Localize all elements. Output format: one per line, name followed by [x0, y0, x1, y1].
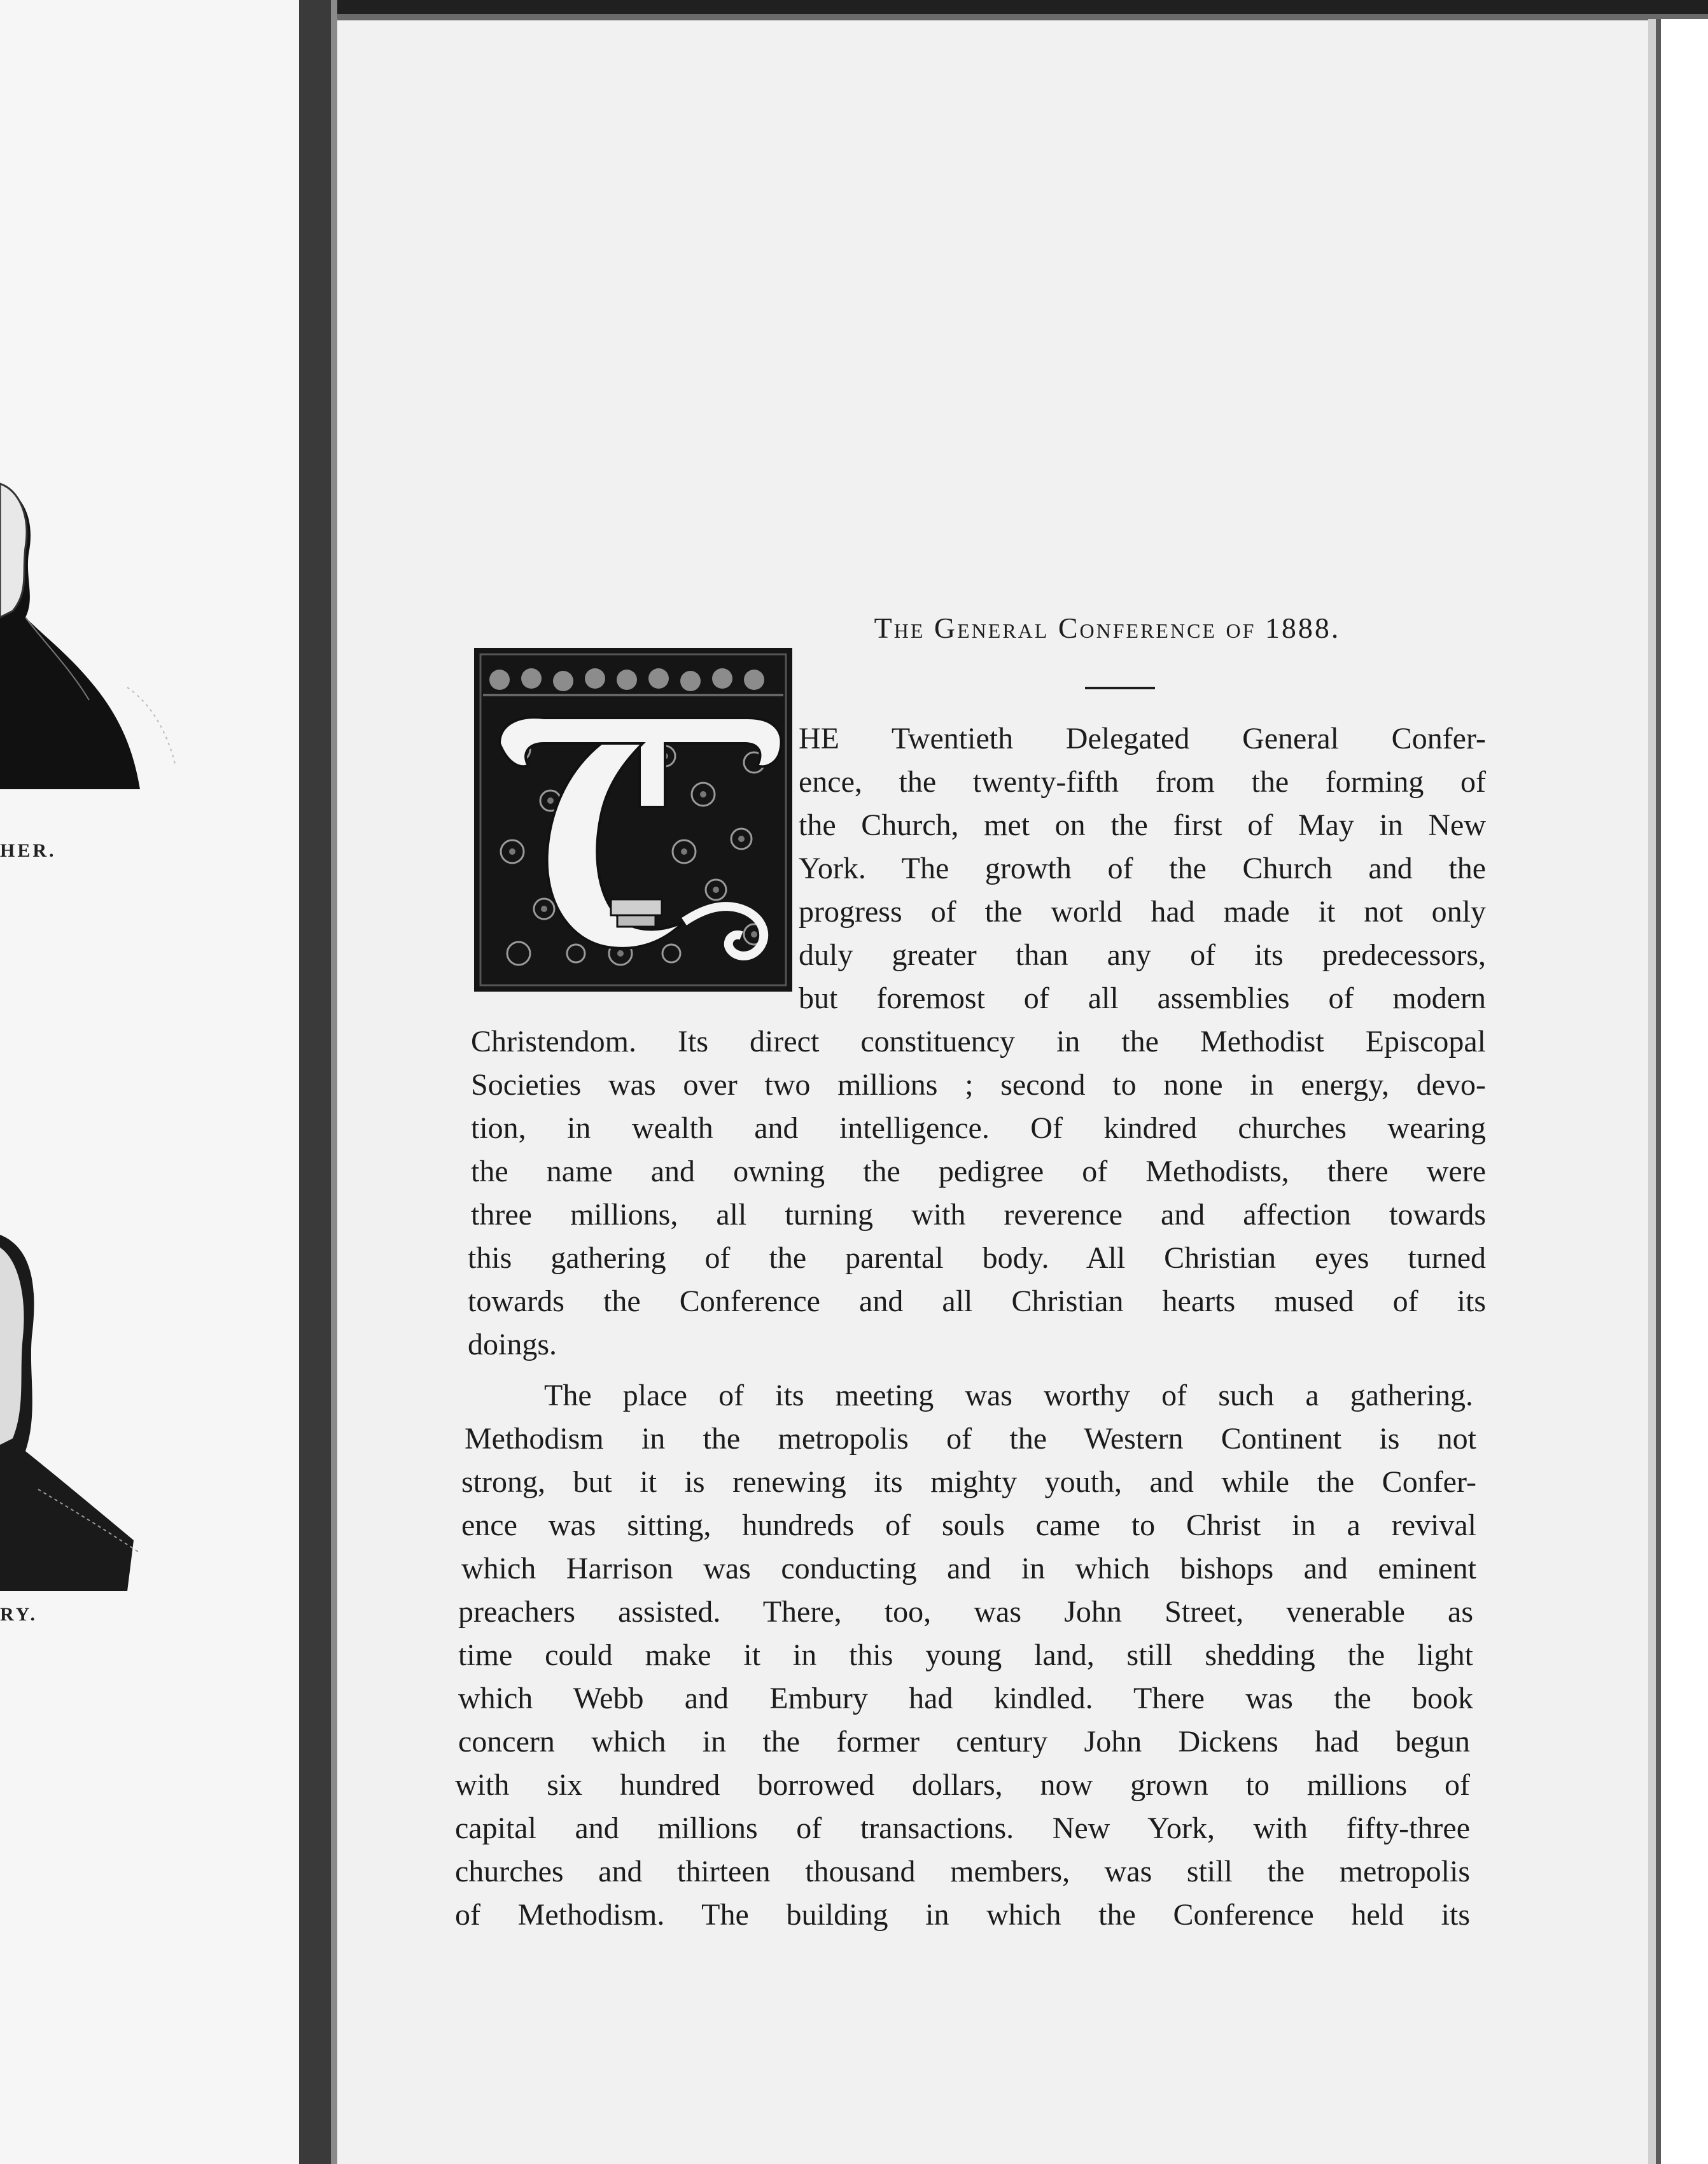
text-line-6: duly greater than any of its predecessors, — [799, 938, 1486, 972]
portrait-engraving-bottom — [0, 1209, 153, 1604]
text-line-15: doings. — [468, 1328, 557, 1361]
text-line-11: the name and owning the pedigree of Methodists, there were — [471, 1155, 1486, 1188]
text-line-21: preachers assisted. There, too, was John Street, venerable as — [458, 1595, 1473, 1629]
decorative-drop-cap — [474, 648, 792, 992]
text-line-2: ence, the twenty-fifth from the forming of — [799, 765, 1486, 799]
text-line-13: this gathering of the parental body. All Christian eyes turned — [468, 1241, 1486, 1275]
text-line-5: progress of the world had made it not only — [799, 895, 1486, 929]
portrait-caption-bottom: RY. — [0, 1604, 38, 1625]
page-edge-dark — [1656, 19, 1661, 2164]
portrait-engraving-top — [0, 446, 191, 802]
text-line-19: ence was sitting, hundreds of souls came to Christ in a revival — [461, 1508, 1476, 1542]
text-line-25: with six hundred borrowed dollars, now grown to millions of — [455, 1768, 1470, 1802]
portrait-caption-top: HER. — [0, 840, 57, 861]
book-gutter — [299, 0, 331, 2164]
text-line-20: which Harrison was conducting and in which bishops and eminent — [461, 1552, 1476, 1585]
page-title: The General Conference of 1888. — [874, 612, 1341, 644]
text-line-27: churches and thirteen thousand members, was still the metropolis — [455, 1855, 1470, 1888]
text-line-8: Christendom. Its direct constituency in the Methodist Episcopal — [471, 1025, 1486, 1058]
text-line-7: but foremost of all assemblies of modern — [799, 981, 1486, 1015]
left-facing-page — [0, 0, 299, 2164]
text-line-24: concern which in the former century John Dickens had begun — [458, 1725, 1470, 1759]
top-scan-edge-shadow — [337, 14, 1708, 20]
page-edge-light — [1648, 19, 1656, 2164]
text-line-3: the Church, met on the first of May in New — [799, 808, 1486, 842]
text-line-22: time could make it in this young land, still shedding the light — [458, 1638, 1473, 1672]
scan-margin — [1661, 19, 1708, 2164]
text-line-12: three millions, all turning with reverence and affection towards — [471, 1198, 1486, 1232]
text-line-28: of Methodism. The building in which the Conference held its — [455, 1898, 1470, 1932]
text-line-16: The place of its meeting was worthy of such a gathering. — [544, 1379, 1473, 1412]
text-line-1: HE Twentieth Delegated General Confer- — [799, 722, 1486, 755]
text-line-17: Methodism in the metropolis of the Western Continent is not — [465, 1422, 1476, 1456]
text-line-18: strong, but it is renewing its mighty youth, and while the Confer- — [461, 1465, 1476, 1499]
top-scan-edge — [337, 0, 1708, 14]
gutter-edge — [331, 0, 337, 2164]
title-rule — [1085, 687, 1155, 689]
text-line-4: York. The growth of the Church and the — [799, 852, 1486, 885]
text-line-26: capital and millions of transactions. New York, with fifty-three — [455, 1811, 1470, 1845]
text-line-14: towards the Conference and all Christian hearts mused of its — [468, 1284, 1486, 1318]
text-line-10: tion, in wealth and intelligence. Of kindred churches wearing — [471, 1111, 1486, 1145]
text-line-9: Societies was over two millions ; second to none in energy, devo- — [471, 1068, 1486, 1102]
text-line-23: which Webb and Embury had kindled. There was the book — [458, 1682, 1473, 1715]
